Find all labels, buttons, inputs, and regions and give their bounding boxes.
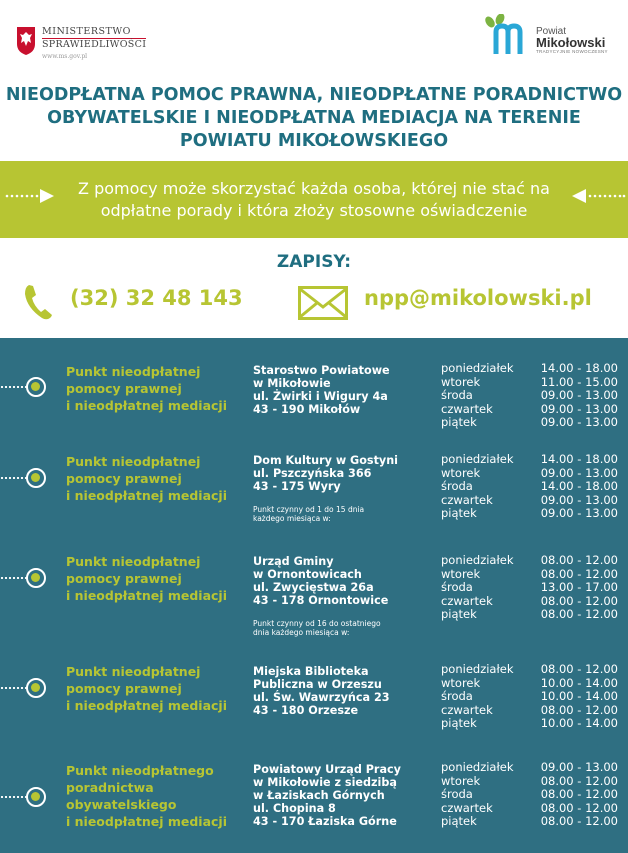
point-address [253, 454, 433, 493]
address-line: 43 - 178 Ornontowice [253, 594, 389, 607]
hours-range: 10.00 - 14.00 [540, 716, 618, 730]
weekday: poniedziałek [441, 662, 514, 676]
weekday: poniedziałek [441, 553, 514, 567]
point-title [66, 553, 246, 604]
address-line: Miejska Biblioteka [253, 665, 369, 678]
location-marker-icon [26, 787, 46, 807]
address-line: w Łaziskach Górnych [253, 789, 385, 802]
address-line: ul. Zwycięstwa 26a [253, 581, 374, 594]
title-line: NIEODPŁATNA POMOC PRAWNA, NIEODPŁATNE PORADNICTWO [5, 85, 623, 105]
weekdays [441, 453, 536, 521]
address-line: w Ornontowicach [253, 568, 362, 581]
weekdays [441, 761, 536, 829]
hours-range: 08.00 - 12.00 [540, 787, 618, 801]
weekday: czwartek [441, 800, 493, 815]
hours-range: 08.00 - 12.00 [540, 800, 618, 815]
hours-range: 09.00 - 13.00 [540, 506, 618, 520]
address-line: ul. Św. Wawrzyńca 23 [253, 691, 390, 704]
note-line: Punkt czynny od 1 do 15 dnia [253, 505, 365, 514]
point-address [253, 555, 433, 607]
weekday: czwartek [441, 593, 493, 608]
ministry-name-line2: SPRAWIEDLIWOŚCI [42, 39, 147, 50]
hours-range: 09.00 - 13.00 [540, 388, 618, 402]
point-title-line: i nieodpłatnej mediacji [66, 588, 227, 603]
weekday: wtorek [441, 566, 481, 581]
weekdays [441, 362, 536, 430]
eligibility-band [0, 161, 628, 238]
ministry-url: www.ms.gov.pl [42, 53, 88, 60]
point-title-line: Punkt nieodpłatnej [66, 554, 201, 569]
weekday: czwartek [441, 702, 493, 717]
phone-icon [22, 282, 54, 322]
point-title-line: Punkt nieodpłatnego [66, 763, 214, 778]
opening-hours [538, 663, 618, 731]
point-title-line: pomocy prawnej [66, 681, 182, 696]
powiat-name: Mikołowski [536, 35, 606, 50]
point-title-line: poradnictwa [66, 780, 154, 795]
arrow-left-icon [570, 188, 626, 204]
address-line: Publiczna w Orzeszu [253, 678, 382, 691]
location-marker-icon [26, 468, 46, 488]
hours-range: 08.00 - 12.00 [540, 566, 618, 581]
hours-range: 09.00 - 13.00 [540, 465, 618, 480]
point-title-line: i nieodpłatnej mediacji [66, 814, 227, 829]
hours-range: 13.00 - 17.00 [540, 580, 618, 594]
note-line: każdego miesiąca w: [253, 514, 331, 523]
point-title [66, 453, 246, 504]
point-title-line: Punkt nieodpłatnej [66, 454, 201, 469]
hours-range: 11.00 - 15.00 [540, 374, 618, 389]
point-note [253, 505, 433, 523]
address-line: w Mikołowie [253, 377, 331, 390]
powiat-slogan: TRADYCYJNIE NOWOCZESNY [536, 49, 608, 54]
weekday: wtorek [441, 675, 481, 690]
weekday: piątek [441, 506, 477, 520]
weekday: środa [441, 479, 473, 493]
dotted-connector [0, 577, 28, 579]
band-text-line: Z pomocy może skorzystać każda osoba, której nie stać na [78, 179, 550, 198]
registration-heading: ZAPISY: [276, 252, 352, 272]
address-line: 43 - 170 Łaziska Górne [253, 815, 397, 828]
weekday: czwartek [441, 401, 493, 416]
band-text-line: odpłatne porady i która złoży stosowne oświadczenie [100, 201, 528, 220]
weekday: wtorek [441, 465, 481, 480]
point-title-line: pomocy prawnej [66, 471, 182, 486]
email-address[interactable]: npp@mikolowski.pl [364, 286, 592, 310]
powiat-logo [482, 14, 608, 56]
point-address [253, 364, 433, 416]
point-title [66, 762, 246, 830]
point-address [253, 665, 433, 717]
opening-hours [538, 761, 618, 829]
opening-hours [538, 362, 618, 430]
point-note [253, 619, 433, 637]
hours-range: 09.00 - 13.00 [540, 415, 618, 429]
dotted-connector [0, 687, 28, 689]
dotted-connector [0, 796, 28, 798]
weekday: środa [441, 787, 473, 801]
weekday: środa [441, 580, 473, 594]
weekday: piątek [441, 607, 477, 621]
address-line: ul. Chopina 8 [253, 802, 336, 815]
address-line: Dom Kultury w Gostyni [253, 454, 399, 467]
point-title-line: i nieodpłatnej mediacji [66, 698, 227, 713]
weekday: środa [441, 689, 473, 703]
point-address [253, 763, 433, 828]
title-line: POWIATU MIKOŁOWSKIEGO [179, 131, 449, 151]
location-marker-icon [26, 568, 46, 588]
weekday: poniedziałek [441, 361, 514, 375]
eagle-emblem-icon [16, 26, 36, 56]
hours-range: 08.00 - 12.00 [540, 553, 618, 567]
envelope-icon [298, 286, 348, 320]
address-line: Starostwo Powiatowe [253, 364, 390, 377]
weekday: poniedziałek [441, 760, 514, 774]
weekday: czwartek [441, 492, 493, 507]
weekday: środa [441, 388, 473, 402]
hours-range: 08.00 - 12.00 [540, 593, 618, 608]
note-line: dnia każdego miesiąca w: [253, 628, 350, 637]
hours-range: 09.00 - 13.00 [540, 401, 618, 416]
opening-hours [538, 453, 618, 521]
hours-range: 14.00 - 18.00 [540, 452, 618, 466]
header [0, 0, 628, 80]
arrow-right-icon [4, 188, 56, 204]
weekdays [441, 663, 536, 731]
hours-range: 09.00 - 13.00 [540, 760, 618, 774]
weekday: piątek [441, 415, 477, 429]
weekday: piątek [441, 716, 477, 730]
weekdays [441, 554, 536, 622]
phone-number[interactable]: (32) 32 48 143 [70, 286, 243, 310]
hours-range: 08.00 - 12.00 [540, 773, 618, 788]
hours-range: 14.00 - 18.00 [540, 361, 618, 375]
point-title [66, 363, 246, 414]
hours-range: 08.00 - 12.00 [540, 702, 618, 717]
weekday: wtorek [441, 374, 481, 389]
address-line: Powiatowy Urząd Pracy [253, 763, 401, 776]
hours-range: 08.00 - 12.00 [540, 607, 618, 621]
address-line: ul. Pszczyńska 366 [253, 467, 372, 480]
address-line: 43 - 190 Mikołów [253, 403, 361, 416]
page-title [0, 84, 628, 153]
hours-range: 10.00 - 14.00 [540, 675, 618, 690]
point-title-line: Punkt nieodpłatnej [66, 364, 201, 379]
powiat-label: Powiat [536, 26, 567, 37]
hours-range: 10.00 - 14.00 [540, 689, 618, 703]
dotted-connector [0, 477, 28, 479]
point-title-line: pomocy prawnej [66, 381, 182, 396]
hours-range: 08.00 - 12.00 [540, 662, 618, 676]
point-title-line: pomocy prawnej [66, 571, 182, 586]
ministry-name-line1: MINISTERSTWO [42, 26, 146, 39]
point-title-line: Punkt nieodpłatnej [66, 664, 201, 679]
powiat-m-leaf-icon [482, 14, 532, 56]
weekday: wtorek [441, 773, 481, 788]
point-title-line: i nieodpłatnej mediacji [66, 488, 227, 503]
point-title-line: obywatelskiego [66, 797, 177, 812]
ministry-logo [16, 26, 146, 60]
address-line: ul. Żwirki i Wigury 4a [253, 390, 388, 403]
hours-range: 09.00 - 13.00 [540, 492, 618, 507]
address-line: w Mikołowie z siedzibą [253, 776, 397, 789]
point-title [66, 663, 246, 714]
location-marker-icon [26, 377, 46, 397]
address-line: 43 - 180 Orzesze [253, 704, 359, 717]
dotted-connector [0, 386, 28, 388]
weekday: piątek [441, 814, 477, 828]
hours-range: 14.00 - 18.00 [540, 479, 618, 493]
address-line: 43 - 175 Wyry [253, 480, 341, 493]
hours-range: 08.00 - 12.00 [540, 814, 618, 828]
opening-hours [538, 554, 618, 622]
point-title-line: i nieodpłatnej mediacji [66, 398, 227, 413]
weekday: poniedziałek [441, 452, 514, 466]
address-line: Urząd Gminy [253, 555, 334, 568]
note-line: Punkt czynny od 16 do ostatniego [253, 619, 381, 628]
title-line: OBYWATELSKIE I NIEODPŁATNA MEDIACJA NA TERENIE [47, 108, 581, 128]
location-marker-icon [26, 678, 46, 698]
